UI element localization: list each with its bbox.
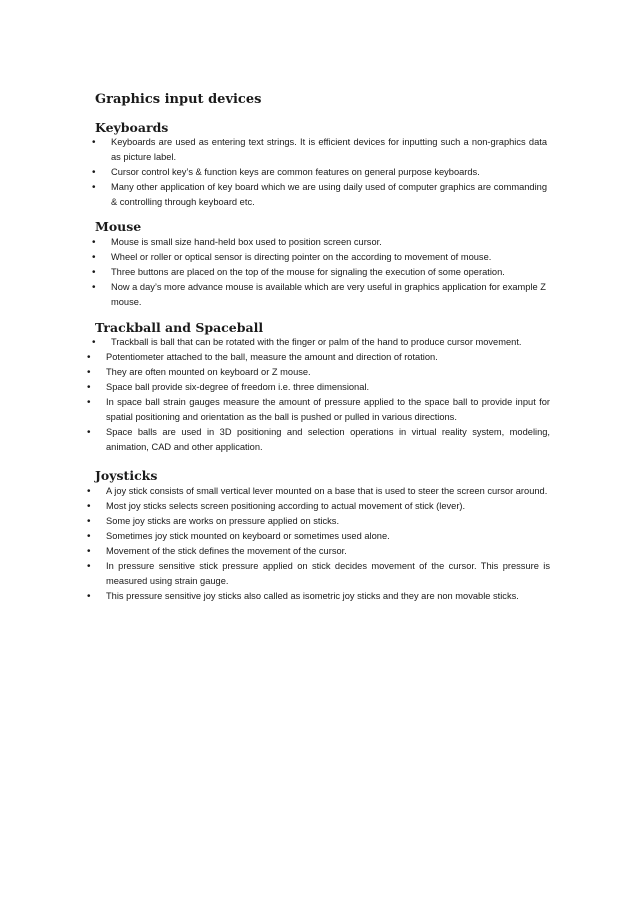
section-heading-trackball-spaceball: Trackball and Spaceball (95, 320, 264, 335)
list-item (92, 235, 547, 250)
list-item-text: Some joy sticks are works on pressure applied on sticks. (106, 516, 340, 526)
list-item-text: Wheel or roller or optical sensor is directing pointer on the according to movement of mouse. (111, 252, 492, 262)
list-item-text: Sometimes joy stick mounted on keyboard or sometimes used alone. (106, 531, 390, 541)
list-item-text: They are often mounted on keyboard or Z mouse. (106, 367, 311, 377)
bullet-icon: • (87, 516, 91, 527)
bullet-icon: • (87, 367, 91, 378)
list-item-text: Space balls are used in 3D positioning and selection operations in virtual reality system, modeling, animation, CAD and other application. (106, 427, 550, 452)
mouse-list (92, 235, 547, 310)
bullet-icon: • (87, 531, 91, 542)
bullet-icon: • (92, 282, 96, 293)
bullet-icon: • (87, 501, 91, 512)
list-item (87, 425, 550, 455)
list-item (87, 395, 550, 425)
bullet-icon: • (92, 237, 96, 248)
bullet-icon: • (92, 167, 96, 178)
list-item (92, 180, 547, 210)
list-item (87, 380, 550, 395)
list-item-text: In pressure sensitive stick pressure applied on stick decides movement of the cursor. This pressure is measured using strain gauge. (106, 561, 550, 586)
bullet-icon: • (87, 486, 91, 497)
bullet-icon: • (87, 546, 91, 557)
document-title: Graphics input devices (95, 92, 262, 107)
list-item-text: Many other application of key board which we are using daily used of computer graphics are commanding & controlling through keyboard etc. (111, 182, 547, 207)
joysticks-list (87, 484, 550, 604)
list-item (87, 589, 550, 604)
list-item-text: Most joy sticks selects screen positioning according to actual movement of stick (lever). (106, 501, 466, 511)
list-item (92, 165, 547, 180)
list-item-text: A joy stick consists of small vertical lever mounted on a base that is used to steer the screen cursor around. (106, 486, 548, 496)
list-item (87, 484, 550, 499)
keyboards-list (92, 135, 547, 210)
bullet-icon: • (92, 337, 96, 348)
list-item (92, 250, 547, 265)
bullet-icon: • (87, 427, 91, 438)
list-item-text: Keyboards are used as entering text strings. It is efficient devices for inputting such a non-graphics data as picture label. (111, 137, 547, 162)
list-item-text: Mouse is small size hand-held box used to position screen cursor. (111, 237, 382, 247)
list-item-text: Space ball provide six-degree of freedom i.e. three dimensional. (106, 382, 370, 392)
bullet-icon: • (87, 397, 91, 408)
trackball-spaceball-list (87, 350, 550, 455)
list-item (92, 135, 547, 165)
list-item (87, 529, 550, 544)
list-item (92, 265, 547, 280)
section-heading-mouse: Mouse (95, 219, 142, 234)
bullet-icon: • (87, 591, 91, 602)
list-item-text: This pressure sensitive joy sticks also called as isometric joy sticks and they are non movable sticks. (106, 591, 519, 601)
section-heading-joysticks: Joysticks (95, 468, 158, 483)
list-item-text: Potentiometer attached to the ball, measure the amount and direction of rotation. (106, 352, 438, 362)
bullet-icon: • (87, 352, 91, 363)
list-item-text: Cursor control key’s & function keys are common features on general purpose keyboards. (111, 167, 480, 177)
list-item-text: In space ball strain gauges measure the amount of pressure applied to the space ball to provide input for spatial positioning and orientation as the ball is pushed or pulled in various directions. (106, 397, 550, 422)
list-item (87, 544, 550, 559)
list-item (87, 499, 550, 514)
bullet-icon: • (92, 182, 96, 193)
section-heading-keyboards: Keyboards (95, 120, 169, 135)
list-item (87, 365, 550, 380)
list-item-text: Now a day’s more advance mouse is available which are very useful in graphics application for example Z mouse. (111, 282, 546, 307)
bullet-icon: • (87, 561, 91, 572)
list-item (87, 559, 550, 589)
bullet-icon: • (92, 137, 96, 148)
list-item (92, 335, 547, 350)
list-item (87, 350, 550, 365)
bullet-icon: • (92, 267, 96, 278)
list-item (92, 280, 547, 310)
list-item-text: Trackball is ball that can be rotated with the finger or palm of the hand to produce cursor movement. (111, 337, 522, 347)
list-item (87, 514, 550, 529)
list-item-text: Three buttons are placed on the top of the mouse for signaling the execution of some operation. (111, 267, 505, 277)
trackball-first-item (92, 335, 547, 350)
list-item-text: Movement of the stick defines the movement of the cursor. (106, 546, 347, 556)
bullet-icon: • (92, 252, 96, 263)
bullet-icon: • (87, 382, 91, 393)
